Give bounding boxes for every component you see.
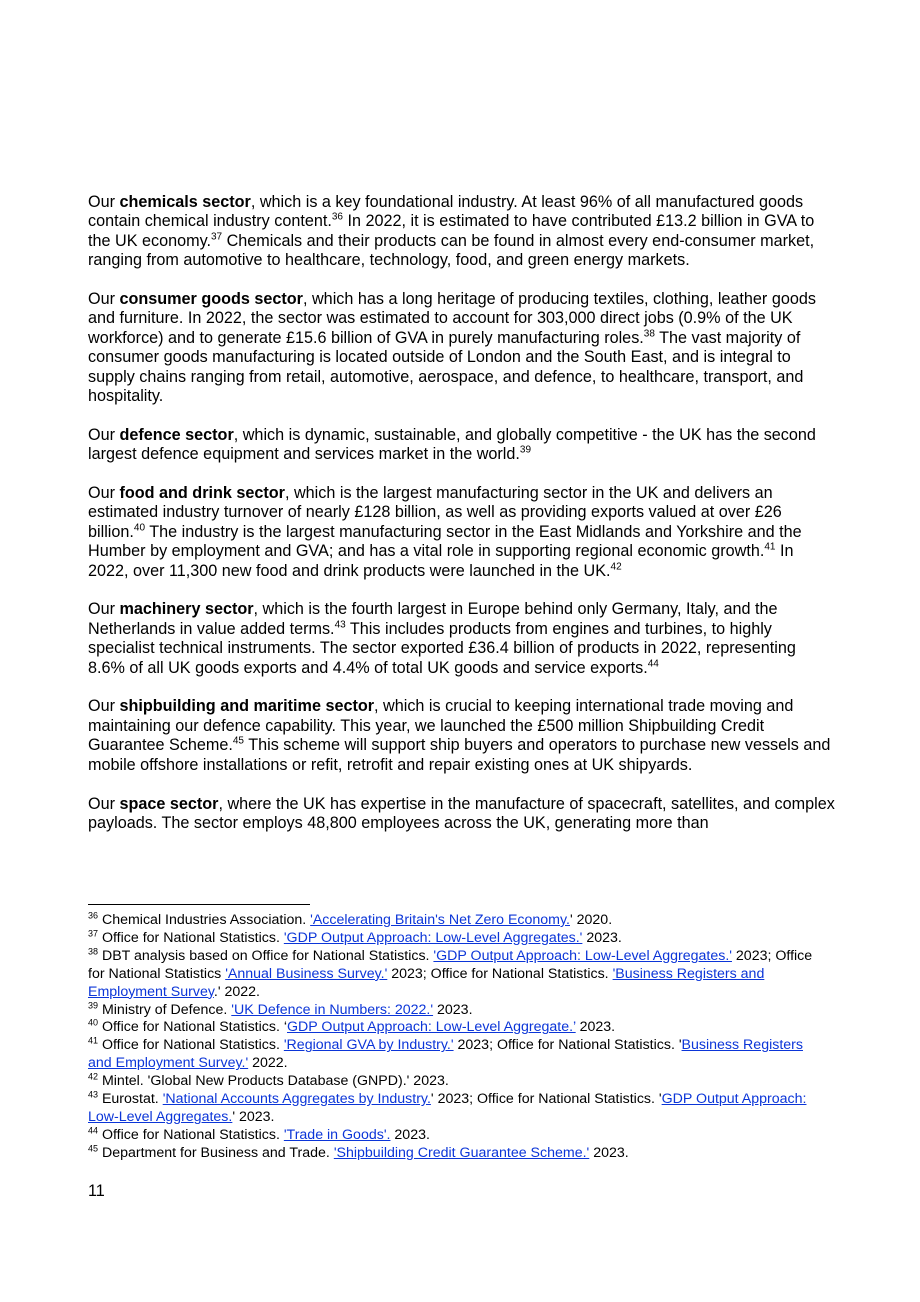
- sector-name: shipbuilding and maritime sector: [119, 697, 375, 716]
- source-link[interactable]: GDP Output Approach: Low-Level Aggregate.’: [287, 1019, 576, 1036]
- footnote-number: 43: [88, 1089, 99, 1100]
- text-run: Our: [88, 484, 120, 503]
- sector-name: food and drink sector: [119, 484, 285, 503]
- paragraph-space: [88, 795, 836, 834]
- source-link[interactable]: 'Annual Business Survey.': [225, 965, 388, 982]
- text-run: Our: [88, 600, 120, 619]
- footnote-ref[interactable]: 42: [610, 561, 622, 573]
- text-run: This includes products from engines and turbines, to highly specialist technical instruments. The sector exported £36.4 billion of products in 2022, representing 8.6% of all UK goods exports and 4.4% of total UK goods and service exports.: [88, 619, 796, 677]
- text-run: In 2022, over 11,300 new food and drink products were launched in the UK.: [88, 542, 794, 580]
- footnote-42: [88, 1073, 828, 1091]
- sector-name: space sector: [119, 794, 219, 813]
- text-run: This scheme will support ship buyers and operators to purchase new vessels and mobile offshore installations or refit, retrofit and repair existing ones at UK shipyards.: [88, 736, 831, 774]
- paragraph-defence: [88, 426, 836, 465]
- footnote-ref[interactable]: 37: [210, 231, 223, 243]
- footnote-38: [88, 948, 828, 1002]
- footnote-text: DBT analysis based on Office for National Statistics.: [98, 947, 434, 964]
- footnote-ref[interactable]: 44: [647, 658, 659, 670]
- footnote-ref[interactable]: 45: [232, 735, 244, 747]
- footnote-45: [88, 1145, 828, 1163]
- text-run: Our: [88, 193, 120, 211]
- footnote-41: [88, 1037, 828, 1073]
- paragraph-machinery: [88, 600, 836, 678]
- source-link[interactable]: 'Business Registers and Employment Survey: [88, 965, 765, 1000]
- footnote-number: 45: [88, 1143, 99, 1154]
- footnote-ref[interactable]: 39: [519, 444, 532, 456]
- footnote-number: 44: [88, 1125, 99, 1136]
- text-run: , which is a key foundational industry. At least 96% of all manufactured goods contain chemical industry content.: [88, 193, 804, 231]
- footnotes: [88, 912, 828, 1163]
- footnote-text: Eurostat.: [98, 1091, 163, 1108]
- text-run: , which is dynamic, sustainable, and globally competitive - the UK has the second largest defence equipment and services market in the world.: [88, 425, 816, 464]
- text-run: In 2022, it is estimated to have contributed £13.2 billion in GVA to the UK economy.: [88, 212, 815, 250]
- text-run: Our: [88, 697, 120, 716]
- footnote-ref[interactable]: 40: [133, 522, 146, 534]
- footnote-ref[interactable]: 38: [643, 328, 655, 340]
- footnote-43: [88, 1091, 828, 1127]
- sector-name: machinery sector: [119, 600, 254, 619]
- footnote-40: [88, 1019, 828, 1037]
- footnote-text: Mintel. 'Global New Products Database (GNPD).' 2023.: [98, 1073, 449, 1090]
- text-run: The vast majority of consumer goods manufacturing is located outside of London and the South East, and is integral to supply chains ranging from retail, automotive, aerospace, and defence, to healthcare, transport, and hospitality.: [88, 328, 804, 406]
- footnote-text: 2023; Office for National Statistics: [88, 947, 813, 982]
- footnote-ref[interactable]: 43: [334, 619, 346, 631]
- footnote-36: [88, 912, 828, 930]
- sector-name: chemicals sector: [119, 193, 251, 211]
- footnote-text: 2023.: [575, 1019, 616, 1036]
- footnote-39: [88, 999, 828, 1020]
- footnote-text: Office for National Statistics.: [98, 929, 284, 946]
- text-run: Our: [88, 425, 120, 444]
- source-link[interactable]: 'Trade in Goods'.: [283, 1126, 391, 1143]
- footnote-37: [88, 930, 828, 948]
- text-run: Our: [88, 794, 120, 813]
- footnote-text: Department for Business and Trade.: [98, 1144, 334, 1161]
- footnote-text: 2023.: [589, 1144, 629, 1161]
- footnote-text: Office for National Statistics.: [98, 1126, 284, 1143]
- footnote-ref[interactable]: 41: [764, 541, 776, 553]
- source-link[interactable]: 'Accelerating Britain's Net Zero Economy.: [310, 912, 570, 928]
- text-run: Our: [88, 290, 120, 309]
- footnote-number: 40: [88, 1017, 99, 1028]
- source-link[interactable]: 'Regional GVA by Industry.': [283, 1037, 454, 1054]
- body-text: [88, 193, 836, 853]
- footnote-text: .' 2022.: [213, 983, 261, 1000]
- text-run: , which is crucial to keeping international trade moving and maintaining our defence capability. This year, we launched the £500 million Shipbuilding Credit Guarantee Scheme.: [88, 697, 794, 755]
- text-run: , which has a long heritage of producing textiles, clothing, leather goods and furniture. In 2022, the sector was estimated to account for 303,000 direct jobs (0.9% of the UK workforce) and to generate £15.6 billion of GVA in purely manufacturing roles.: [88, 290, 816, 347]
- paragraph-shipbuilding: [88, 697, 836, 775]
- text-run: , where the UK has expertise in the manufacture of spacecraft, satellites, and complex payloads. The sector employs 48,800 employees across the UK, generating more than: [88, 794, 835, 832]
- footnote-number: 41: [88, 1035, 99, 1046]
- paragraph-chemicals: [88, 193, 836, 271]
- footnote-number: 42: [88, 1071, 99, 1082]
- footnote-text: Office for National Statistics. ‘: [98, 1019, 287, 1036]
- text-run: The industry is the largest manufacturing sector in the East Midlands and Yorkshire and the Humber by employment and GVA; and has a vital role in supporting regional economic growth.: [88, 522, 802, 561]
- footnote-text: Office for National Statistics.: [98, 1037, 284, 1054]
- footnote-text: 2022.: [248, 1055, 288, 1072]
- source-link[interactable]: 'National Accounts Aggregates by Industry.: [162, 1091, 431, 1108]
- source-link[interactable]: 'UK Defence in Numbers: 2022.': [231, 1001, 434, 1018]
- footnote-44: [88, 1127, 828, 1145]
- footnote-text: 2023.: [433, 1001, 473, 1018]
- footnote-text: 2023; Office for National Statistics.: [387, 965, 613, 982]
- source-link[interactable]: 'GDP Output Approach: Low-Level Aggregates.': [433, 947, 732, 964]
- footnote-text: 2023.: [390, 1126, 430, 1143]
- paragraph-food-drink: [88, 484, 836, 581]
- footnote-number: 39: [88, 999, 99, 1010]
- footnote-text: Chemical Industries Association.: [98, 912, 311, 928]
- source-link[interactable]: 'GDP Output Approach: Low-Level Aggregates.': [283, 929, 583, 946]
- sector-name: consumer goods sector: [119, 290, 303, 309]
- footnote-text: ' 2023.: [232, 1108, 275, 1125]
- footnote-text: ' 2020.: [569, 912, 613, 928]
- footnote-text: Ministry of Defence.: [98, 1001, 232, 1018]
- source-link[interactable]: GDP Output Approach: Low-Level Aggregates.: [88, 1091, 807, 1125]
- footnote-number: 37: [88, 928, 99, 939]
- footnote-separator: [88, 904, 310, 905]
- text-run: , which is the largest manufacturing sector in the UK and delivers an estimated industry turnover of nearly £128 billion, as well as providing exports valued at over £26 billion.: [88, 484, 782, 541]
- footnote-text: 2023.: [582, 929, 622, 946]
- footnote-ref[interactable]: 36: [331, 212, 343, 224]
- paragraph-consumer-goods: [88, 290, 836, 406]
- source-link[interactable]: Business Registers and Employment Survey.': [88, 1037, 803, 1072]
- sector-name: defence sector: [119, 425, 234, 444]
- footnote-text: 2023; Office for National Statistics. ': [453, 1037, 682, 1054]
- footnote-text: ' 2023; Office for National Statistics. ': [430, 1091, 662, 1108]
- source-link[interactable]: 'Shipbuilding Credit Guarantee Scheme.': [333, 1144, 590, 1161]
- footnote-number: 38: [88, 946, 99, 957]
- text-run: , which is the fourth largest in Europe behind only Germany, Italy, and the Netherlands in value added terms.: [88, 600, 778, 638]
- footnote-number: 36: [88, 910, 99, 921]
- text-run: Chemicals and their products can be found in almost every end-consumer market, ranging from automotive to healthcare, technology, food, and green energy markets.: [88, 231, 815, 270]
- page-number: 11: [88, 1182, 105, 1200]
